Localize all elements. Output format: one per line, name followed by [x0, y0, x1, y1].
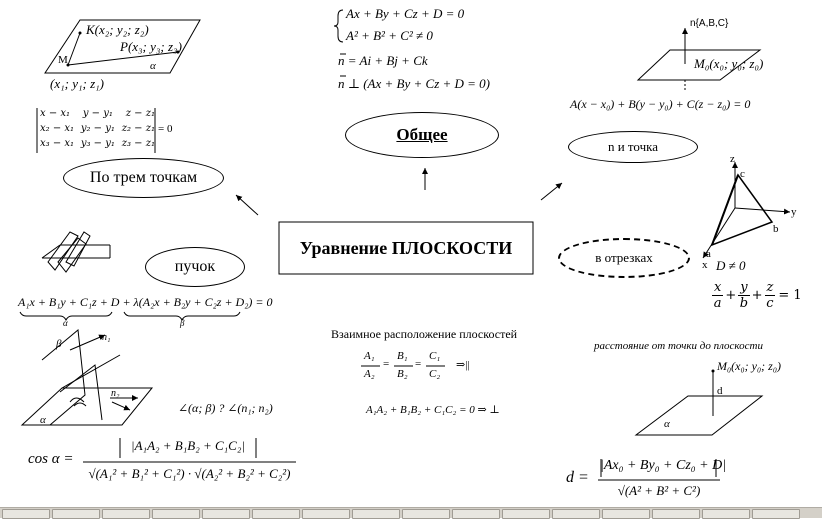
det-cell: x₂ − x₁: [40, 123, 75, 134]
general-eq-line4: n ⊥ (Ax + By + Cz + D = 0): [338, 76, 491, 91]
det-cell: y₂ − y₁: [80, 123, 115, 134]
node-bundle[interactable]: пучок: [145, 247, 245, 287]
taskbar-button[interactable]: [102, 509, 150, 519]
plus-sign: +: [751, 287, 763, 303]
det-equals: = 0: [158, 123, 173, 135]
distance-point-label: M₀(x₀; y₀; z₀): [717, 359, 781, 373]
taskbar-button[interactable]: [452, 509, 500, 519]
mutual-eq-sign: =: [415, 358, 422, 370]
intercept-c-label: c: [740, 168, 745, 180]
frac-z-c: [765, 280, 776, 311]
cos-numerator: |A₁A₂ + B₁B₂ + C₁C₂|: [131, 438, 245, 453]
angle-alpha-label: α: [40, 414, 46, 426]
taskbar-button[interactable]: [252, 509, 300, 519]
node-three-points[interactable]: По трем точкам: [63, 158, 224, 198]
frac-x-a: [712, 280, 723, 311]
mutual-c1: C₁: [429, 350, 441, 362]
axis-z-label: z: [730, 153, 735, 165]
bundle-sub-alpha: α: [63, 318, 68, 328]
determinant: [40, 108, 155, 153]
frac-num: z: [766, 279, 774, 295]
cos-denominator: √(A₁² + B₁² + C₁²) · √(A₂² + B₂² + C₂²): [88, 466, 291, 481]
node-intercepts[interactable]: в отрезках: [558, 238, 690, 278]
alpha-label: α: [150, 60, 156, 72]
normal-point-label: M₀(x₀; y₀; z₀): [694, 56, 764, 71]
k-point-label: K(x₂; y₂; z₂): [86, 22, 149, 37]
det-row-2: [40, 123, 155, 138]
mutual-b1: B₁: [397, 350, 408, 362]
angle-beta-label: β: [56, 338, 62, 350]
distance-d-label: d: [717, 385, 723, 397]
intercept-a-label: a: [706, 248, 711, 260]
det-cell: z − z₁: [125, 108, 155, 119]
p-point-label: P(x₃; y₃; z₃): [120, 39, 182, 54]
taskbar-button[interactable]: [52, 509, 100, 519]
general-eq-line3: n = Ai + Bj + Ck: [338, 53, 428, 68]
det-cell: x₃ − x₁: [40, 138, 75, 149]
taskbar-button[interactable]: [552, 509, 600, 519]
mutual-b2: B₂: [397, 368, 408, 380]
frac-y-b: [738, 280, 749, 311]
m-coords-label: (x₁; y₁; z₁): [50, 76, 104, 91]
taskbar-button[interactable]: [202, 509, 250, 519]
intercept-b-label: b: [773, 223, 779, 235]
intercepts-equation: [712, 279, 802, 311]
det-row-1: [40, 108, 155, 123]
arrow-to-three-points: [236, 195, 258, 215]
axis-x-label: x: [702, 259, 708, 271]
frac-num: y: [740, 279, 748, 295]
node-general[interactable]: Общее: [345, 112, 499, 158]
cos-lhs: cos α =: [28, 451, 74, 467]
taskbar-button[interactable]: [702, 509, 750, 519]
distance-denominator: √(A² + B² + C²): [617, 483, 701, 498]
bundle-equation: A₁x + B₁y + C₁z + D + λ(A₂x + B₂y + C₂z + D₂) = 0: [18, 295, 273, 309]
normal-point-equation: A(x − x₀) + B(y − y₀) + C(z − z₀) = 0: [570, 97, 751, 111]
mutual-parallel-sign: ⇒||: [456, 359, 470, 371]
distance-plane: [636, 396, 762, 435]
taskbar-button[interactable]: [152, 509, 200, 519]
det-cell: y₃ − y₁: [80, 138, 115, 149]
mutual-c2: C₂: [429, 368, 441, 380]
eq-tail: = 1: [778, 287, 802, 303]
plus-sign: +: [725, 287, 737, 303]
det-cell: x − x₁: [40, 108, 71, 119]
det-row-3: [40, 138, 155, 153]
center-title: Уравнение ПЛОСКОСТИ: [299, 237, 513, 258]
frac-num: x: [714, 279, 722, 295]
angle-relation: ∠(α; β) ? ∠(n₁; n₂): [178, 401, 273, 415]
normal-vector-label: n{A,B,C}: [690, 18, 729, 29]
frac-den: c: [766, 295, 774, 311]
mutual-a1: A₁: [364, 350, 375, 362]
frac-den: a: [713, 295, 722, 311]
frac-den: b: [739, 295, 749, 311]
mk-line: [68, 33, 80, 65]
intercepts-triangle: [712, 175, 772, 245]
taskbar-button[interactable]: [502, 509, 550, 519]
taskbar-button[interactable]: [652, 509, 700, 519]
taskbar-button[interactable]: [602, 509, 650, 519]
taskbar-button[interactable]: [302, 509, 350, 519]
angle-n1-label: n₁: [102, 332, 111, 343]
taskbar-button[interactable]: [352, 509, 400, 519]
m-point-label: M: [58, 54, 68, 66]
mutual-title: Взаимное расположение плоскостей: [331, 327, 518, 341]
axis-y-label: y: [791, 206, 797, 218]
angle-n2-label: n₂: [111, 388, 120, 399]
taskbar-button[interactable]: [402, 509, 450, 519]
node-normal-point[interactable]: n и точка: [568, 131, 698, 163]
distance-numerator: |Ax₀ + By₀ + Cz₀ + D|: [600, 458, 727, 473]
taskbar-button[interactable]: [752, 509, 800, 519]
bundle-sub-beta: β: [180, 318, 185, 328]
general-eq-line2: A² + B² + C² ≠ 0: [346, 28, 433, 43]
distance-lhs: d =: [566, 469, 589, 486]
general-eq-line1: Ax + By + Cz + D = 0: [346, 6, 465, 21]
det-cell: z₃ − z₁: [121, 138, 155, 149]
arrow-to-normal: [541, 183, 562, 200]
taskbar: [0, 507, 822, 518]
det-cell: z₂ − z₁: [121, 123, 155, 134]
det-cell: y − y₁: [82, 108, 113, 119]
mutual-perp-equation: A₁A₂ + B₁B₂ + C₁C₂ = 0 ⇒ ⊥: [366, 404, 500, 416]
distance-title: расстояние от точки до плоскости: [594, 340, 763, 352]
taskbar-button[interactable]: [2, 509, 50, 519]
mutual-eq-sign: =: [383, 358, 390, 370]
d-condition: D ≠ 0: [716, 258, 746, 273]
mutual-a2: A₂: [364, 368, 375, 380]
distance-alpha-label: α: [664, 418, 670, 430]
